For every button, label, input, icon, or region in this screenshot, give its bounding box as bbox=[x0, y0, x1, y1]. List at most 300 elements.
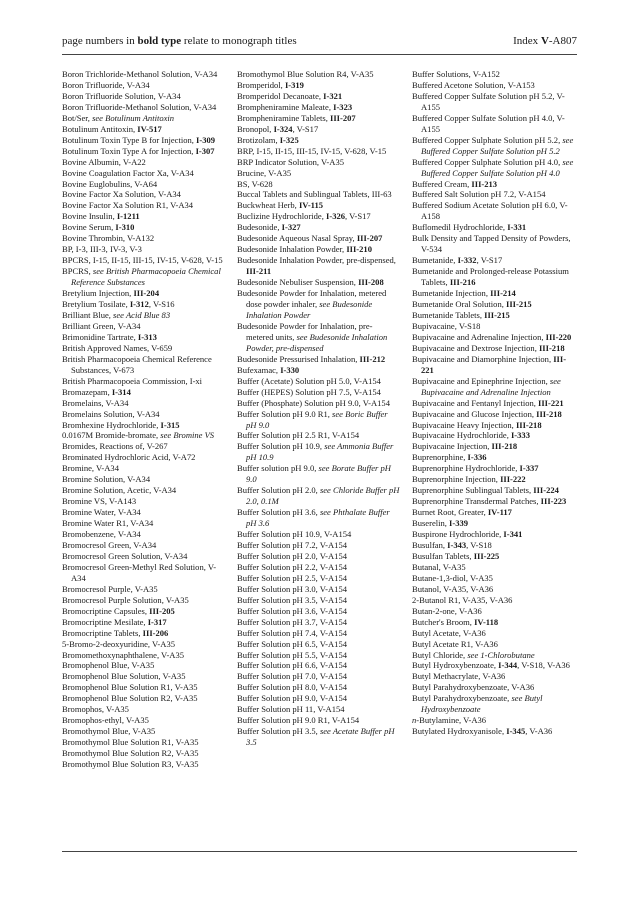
index-entry bbox=[62, 409, 225, 420]
index-entry bbox=[412, 617, 575, 628]
index-entry bbox=[62, 80, 225, 91]
entry-text: Bromothymol Blue, V-A35 bbox=[62, 726, 156, 737]
entry-text: Bromomethoxynaphthalene, V-A35 bbox=[62, 649, 185, 660]
index-entry bbox=[62, 551, 225, 562]
entry-monograph-ref: III-220 bbox=[545, 331, 572, 342]
entry-text: , V-A36 bbox=[525, 726, 553, 737]
entry-monograph-ref: IV-517 bbox=[137, 123, 162, 134]
entry-text: BS, V-628 bbox=[237, 178, 273, 189]
entry-monograph-ref: I-314 bbox=[111, 386, 131, 397]
entry-text: Buprenorphine Sublingual Tablets, bbox=[412, 485, 534, 496]
entry-text: Budesonide Inhalation Powder, bbox=[237, 244, 347, 255]
entry-text: Buffer Solution pH 3.6, bbox=[237, 507, 320, 518]
index-entry bbox=[62, 266, 225, 288]
entry-monograph-ref: I-324 bbox=[273, 123, 293, 134]
entry-text: Buffer Solution pH 3.5, bbox=[237, 726, 320, 737]
index-entry bbox=[412, 660, 575, 671]
entry-monograph-ref: III-218 bbox=[536, 408, 562, 419]
index-entry bbox=[237, 222, 400, 233]
header-volume: V bbox=[540, 35, 549, 47]
entry-text: Bromothymol Blue Solution R2, V-A35 bbox=[62, 748, 199, 759]
entry-text: Buprenorphine Transdermal Patches, bbox=[412, 496, 541, 507]
entry-text: Bretylium Tosilate, bbox=[62, 299, 130, 310]
entry-text: Bromine Water, V-A34 bbox=[62, 507, 141, 518]
index-entry bbox=[237, 485, 400, 507]
entry-monograph-ref: III-207 bbox=[330, 112, 356, 123]
entry-text: Buffer Solution pH 10.9, V-A154 bbox=[237, 529, 352, 540]
entry-monograph-ref: III-221 bbox=[538, 397, 564, 408]
index-entry bbox=[62, 102, 225, 113]
entry-text: Boron Trifluoride Solution, V-A34 bbox=[62, 90, 181, 101]
entry-text: Bovine Thrombin, V-A132 bbox=[62, 233, 155, 244]
index-entry bbox=[237, 365, 400, 376]
entry-text: Bovine Factor Xa Solution R1, V-A34 bbox=[62, 200, 194, 211]
index-entry bbox=[237, 244, 400, 255]
index-entry bbox=[412, 485, 575, 496]
entry-text: Buffered Copper Sulfate Solution pH 5.2, V-A155 bbox=[412, 90, 565, 112]
entry-text: Buffer Solution pH 3.5, V-A154 bbox=[237, 594, 348, 605]
entry-text: Buffer Solutions, V-A152 bbox=[412, 69, 500, 79]
entry-cross-ref: see Bromine VS bbox=[160, 430, 215, 441]
entry-cross-ref: see Bupivacaine and Adrenaline Injection bbox=[421, 375, 561, 397]
entry-monograph-ref: III-218 bbox=[491, 441, 518, 452]
index-entry bbox=[412, 441, 575, 452]
index-entry bbox=[62, 135, 225, 146]
entry-text: Botulinum Toxin Type A for Injection, bbox=[62, 145, 196, 156]
index-entry bbox=[412, 507, 575, 518]
entry-monograph-ref: I-315 bbox=[160, 419, 180, 430]
index-entry bbox=[412, 573, 575, 584]
entry-text: Bulk Density and Tapped Density of Powders, V-534 bbox=[412, 233, 571, 255]
entry-text: Buffer Solution pH 10.9, bbox=[237, 441, 325, 452]
entry-monograph-ref: I-312 bbox=[129, 299, 149, 310]
entry-text: Bromophos-ethyl, V-A35 bbox=[62, 715, 149, 726]
entry-text: Buffer Solution pH 9.0 R1, V-A154 bbox=[237, 715, 360, 726]
entry-text: Bromperidol Decanoate, bbox=[237, 90, 324, 101]
index-entry bbox=[62, 693, 225, 704]
index-entry bbox=[412, 430, 575, 441]
entry-text: Buffer Solution pH 3.0, V-A154 bbox=[237, 583, 348, 594]
entry-monograph-ref: I-326 bbox=[326, 211, 346, 222]
index-entry bbox=[237, 354, 400, 365]
entry-text: Bumetanide Tablets, bbox=[412, 309, 485, 320]
entry-text: Butyl Hydroxybenzoate, bbox=[412, 660, 499, 671]
index-entry bbox=[62, 189, 225, 200]
entry-text: BRP Indicator Solution, V-A35 bbox=[237, 156, 345, 167]
entry-monograph-ref: III-218 bbox=[515, 419, 542, 430]
entry-text: , V-S17 bbox=[345, 211, 371, 222]
entry-text: Bupivacaine and Glucose Injection, bbox=[412, 408, 537, 419]
entry-text: Butanal, V-A35 bbox=[412, 561, 466, 572]
index-entry bbox=[62, 441, 225, 452]
entry-text: 5-Bromo-2-deoxyuridine, V-A35 bbox=[62, 638, 175, 649]
entry-text: Brucine, V-A35 bbox=[237, 167, 292, 178]
entry-text: Bumetanide Oral Solution, bbox=[412, 299, 507, 310]
entry-text: Bromophenol Blue Solution R1, V-A35 bbox=[62, 682, 198, 693]
index-entry bbox=[62, 157, 225, 168]
entry-text: Buprenorphine Injection, bbox=[412, 474, 501, 485]
entry-text: Bupivacaine and Adrenaline Injection, bbox=[412, 331, 546, 342]
index-entry bbox=[62, 146, 225, 157]
index-entry bbox=[412, 376, 575, 398]
entry-text: Bromides, Reactions of, V-267 bbox=[62, 441, 168, 452]
entry-text: Butyl Acetate, V-A36 bbox=[412, 627, 486, 638]
header-page-number: -A807 bbox=[548, 35, 577, 47]
index-entry bbox=[412, 179, 575, 190]
entry-monograph-ref: I-307 bbox=[195, 145, 215, 156]
entry-text: Bromhexine Hydrochloride, bbox=[62, 419, 161, 430]
entry-text: Busulfan, bbox=[412, 539, 448, 550]
index-entry bbox=[62, 376, 225, 387]
entry-text: Busulfan Tablets, bbox=[412, 550, 474, 561]
entry-text: Butyl Parahydroxybenzoate, bbox=[412, 693, 512, 704]
index-entry bbox=[412, 606, 575, 617]
entry-text: Brimonidine Tartrate, bbox=[62, 331, 138, 342]
entry-text: Bromperidol, bbox=[237, 79, 285, 90]
entry-monograph-ref: III-221 bbox=[421, 353, 567, 375]
entry-text: Buffer Solution pH 2.0, V-A154 bbox=[237, 550, 348, 561]
entry-monograph-ref: III-210 bbox=[346, 244, 372, 255]
index-entry bbox=[237, 693, 400, 704]
entry-text: Botulinum Toxin Type B for Injection, bbox=[62, 134, 197, 145]
index-entry bbox=[412, 693, 575, 715]
index-entry bbox=[412, 628, 575, 639]
index-entry bbox=[237, 288, 400, 321]
entry-text: Buffer Solution pH 9.0, V-A154 bbox=[237, 693, 348, 704]
index-entry bbox=[412, 584, 575, 595]
entry-text: Butylated Hydroxyanisole, bbox=[412, 726, 507, 737]
entry-text: Buserelin, bbox=[412, 518, 450, 529]
entry-cross-ref: see British Pharmacopoeia Chemical Reference Substances bbox=[71, 266, 221, 288]
index-entry bbox=[237, 715, 400, 726]
entry-text: Budesonide Powder for Inhalation, metered dose powder inhaler, bbox=[237, 288, 387, 310]
entry-monograph-ref: I-337 bbox=[519, 463, 539, 474]
index-entry bbox=[62, 299, 225, 310]
index-entry bbox=[412, 726, 575, 737]
index-column-3 bbox=[412, 69, 575, 737]
entry-text: Brompheniramine Tablets, bbox=[237, 112, 331, 123]
entry-monograph-ref: I-332 bbox=[457, 255, 477, 266]
entry-monograph-ref: I-319 bbox=[284, 79, 304, 90]
entry-text: Buffered Copper Sulphate Solution pH 5.2, bbox=[412, 134, 563, 145]
index-entry bbox=[62, 69, 225, 80]
entry-cross-ref: see Chloride Buffer pH 2.0, 0.1M bbox=[246, 485, 400, 507]
index-entry bbox=[412, 233, 575, 255]
entry-text: Butyl Parahydroxybenzoate, V-A36 bbox=[412, 682, 535, 693]
index-entry bbox=[62, 704, 225, 715]
entry-text: Bromothymol Blue Solution R4, V-A35 bbox=[237, 69, 374, 79]
entry-text: Bromocriptine Capsules, bbox=[62, 605, 150, 616]
index-entry bbox=[237, 573, 400, 584]
index-entry bbox=[62, 748, 225, 759]
entry-cross-ref: see Budesonide Inhalation Powder, pre-dispensed bbox=[246, 331, 388, 353]
entry-text: Bovine Coagulation Factor Xa, V-A34 bbox=[62, 167, 194, 178]
entry-cross-ref: see 1-Chlorobutane bbox=[467, 649, 535, 660]
entry-text: Bromocresol Green-Methyl Red Solution, V-A34 bbox=[62, 561, 217, 583]
entry-cross-ref: see Phthalate Buffer pH 3.6 bbox=[246, 507, 390, 529]
entry-text: Buffer Solution pH 3.7, V-A154 bbox=[237, 616, 348, 627]
entry-monograph-ref: I-341 bbox=[503, 529, 523, 540]
index-entry bbox=[62, 529, 225, 540]
index-entry bbox=[412, 639, 575, 650]
index-entry bbox=[237, 551, 400, 562]
entry-text: Bromocresol Purple Solution, V-A35 bbox=[62, 594, 189, 605]
index-entry bbox=[62, 310, 225, 321]
index-entry bbox=[412, 135, 575, 157]
index-entry bbox=[62, 124, 225, 135]
index-entry bbox=[237, 387, 400, 398]
entry-text: Bromelains Solution, V-A34 bbox=[62, 408, 160, 419]
entry-monograph-ref: III-218 bbox=[538, 342, 565, 353]
entry-text: Boron Trifluoride-Methanol Solution, V-A34 bbox=[62, 101, 217, 112]
index-entry bbox=[62, 354, 225, 376]
index-entry bbox=[237, 660, 400, 671]
index-entry bbox=[237, 255, 400, 277]
entry-text: Buffer solution pH 9.0, bbox=[237, 463, 319, 474]
entry-text: Buffer Solution pH 8.0, V-A154 bbox=[237, 682, 348, 693]
entry-text: Bromazepam, bbox=[62, 386, 112, 397]
entry-monograph-ref: I-327 bbox=[281, 222, 301, 233]
entry-text: Budesonide, bbox=[237, 222, 282, 233]
entry-monograph-ref: III-204 bbox=[133, 288, 160, 299]
index-entry bbox=[412, 496, 575, 507]
index-entry bbox=[412, 551, 575, 562]
entry-monograph-ref: IV-118 bbox=[474, 616, 499, 627]
index-entry bbox=[62, 650, 225, 661]
entry-text: Bupivacaine, V-S18 bbox=[412, 320, 481, 331]
entry-cross-ref: see Botulinum Antitoxin bbox=[92, 112, 175, 123]
entry-monograph-ref: III-212 bbox=[359, 353, 386, 364]
entry-cross-ref: see Acetate Buffer pH 3.5 bbox=[246, 726, 395, 748]
entry-text: , V-S18 bbox=[466, 539, 492, 550]
entry-text: Buckwheat Herb, bbox=[237, 200, 299, 211]
entry-text: Bromine, V-A34 bbox=[62, 463, 119, 474]
entry-text: Bovine Serum, bbox=[62, 222, 116, 233]
index-entry bbox=[237, 584, 400, 595]
index-entry bbox=[412, 540, 575, 551]
entry-cross-ref: see Budesonide Inhalation Powder bbox=[246, 299, 373, 320]
entry-text: Buffered Acetone Solution, V-A153 bbox=[412, 79, 535, 90]
entry-monograph-ref: III-211 bbox=[246, 266, 272, 277]
entry-monograph-ref: III-216 bbox=[449, 277, 476, 288]
index-entry bbox=[237, 726, 400, 748]
index-entry bbox=[412, 529, 575, 540]
index-entry bbox=[62, 168, 225, 179]
entry-text: Bromine Solution, V-A34 bbox=[62, 474, 151, 485]
header-note-post: relate to monograph titles bbox=[181, 35, 297, 47]
entry-text: Bupivacaine and Fentanyl Injection, bbox=[412, 397, 539, 408]
index-entry bbox=[62, 398, 225, 409]
index-entry bbox=[237, 639, 400, 650]
entry-text: Budesonide Inhalation Powder, pre-dispensed, bbox=[237, 255, 396, 266]
entry-text: -Butylamine, V-A36 bbox=[416, 715, 487, 726]
entry-text: Budesonide Aqueous Nasal Spray, bbox=[237, 233, 357, 244]
entry-text: Buffered Cream, bbox=[412, 178, 472, 189]
entry-monograph-ref: III-222 bbox=[500, 474, 526, 485]
index-entry bbox=[62, 540, 225, 551]
index-entry bbox=[237, 80, 400, 91]
index-entry bbox=[62, 255, 225, 266]
footer-rule bbox=[62, 851, 577, 852]
index-entry bbox=[62, 737, 225, 748]
entry-text: British Approved Names, V-659 bbox=[62, 342, 173, 353]
index-entry bbox=[237, 617, 400, 628]
entry-text: Budesonide Nebuliser Suspension, bbox=[237, 277, 359, 288]
index-entry bbox=[237, 562, 400, 573]
entry-text: Buffer Solution pH 2.5, V-A154 bbox=[237, 572, 348, 583]
index-entry bbox=[412, 595, 575, 606]
entry-text: Boron Trifluoride, V-A34 bbox=[62, 79, 150, 90]
entry-text: Buffer Solution pH 7.4, V-A154 bbox=[237, 627, 348, 638]
entry-cross-ref: see Borate Buffer pH 9.0 bbox=[246, 463, 391, 485]
entry-text: Budesonide Powder for Inhalation, pre-metered units, bbox=[237, 320, 373, 342]
entry-text: Buffer Solution pH 11, V-A154 bbox=[237, 704, 345, 715]
entry-text: Bumetanide Injection, bbox=[412, 288, 491, 299]
index-entry bbox=[412, 266, 575, 288]
entry-text: Buflomedil Hydrochloride, bbox=[412, 222, 508, 233]
entry-monograph-ref: III-213 bbox=[471, 178, 498, 189]
entry-monograph-ref: I-309 bbox=[196, 134, 216, 145]
index-entry bbox=[412, 91, 575, 113]
entry-text: Bovine Factor Xa Solution, V-A34 bbox=[62, 189, 181, 200]
entry-text: Bromine Solution, Acetic, V-A34 bbox=[62, 485, 177, 496]
entry-monograph-ref: I-336 bbox=[467, 452, 487, 463]
index-entry bbox=[412, 343, 575, 354]
entry-text: Buffered Copper Sulphate Solution pH 4.0, bbox=[412, 156, 563, 167]
index-entry bbox=[237, 430, 400, 441]
header-note bbox=[62, 33, 297, 49]
entry-text: Bot/Ser, bbox=[62, 112, 93, 123]
entry-text: British Pharmacopoeia Commission, I-xi bbox=[62, 375, 203, 386]
entry-text: Buffer Solution pH 9.0 R1, bbox=[237, 408, 333, 419]
index-entry bbox=[62, 233, 225, 244]
index-entry bbox=[62, 518, 225, 529]
index-entry bbox=[412, 715, 575, 726]
index-entry bbox=[237, 189, 400, 200]
index-entry bbox=[412, 113, 575, 135]
entry-text: Buffered Copper Sulfate Solution pH 4.0, V-A155 bbox=[412, 112, 565, 134]
index-column-2 bbox=[237, 69, 400, 748]
entry-text: Burnet Root, Greater, bbox=[412, 507, 488, 518]
entry-monograph-ref: I-321 bbox=[323, 90, 343, 101]
entry-text: Bromine VS, V-A143 bbox=[62, 496, 137, 507]
entry-monograph-ref: I-325 bbox=[279, 134, 299, 145]
entry-text: Bupivacaine Heavy Injection, bbox=[412, 419, 516, 430]
index-entry bbox=[62, 682, 225, 693]
index-entry bbox=[412, 310, 575, 321]
index-entry bbox=[237, 376, 400, 387]
index-entry bbox=[237, 113, 400, 124]
entry-text: Bretylium Injection, bbox=[62, 288, 134, 299]
index-entry bbox=[237, 606, 400, 617]
index-entry bbox=[62, 496, 225, 507]
entry-text: Bromophenol Blue Solution R2, V-A35 bbox=[62, 693, 198, 704]
entry-text: Butcher's Broom, bbox=[412, 616, 475, 627]
index-entry bbox=[237, 211, 400, 222]
index-entry bbox=[412, 398, 575, 409]
entry-text: Bromophenol Blue Solution, V-A35 bbox=[62, 671, 186, 682]
index-entry bbox=[237, 179, 400, 190]
index-entry bbox=[62, 639, 225, 650]
entry-text: Butanol, V-A35, V-A36 bbox=[412, 583, 494, 594]
index-entry bbox=[237, 157, 400, 168]
entry-monograph-ref: I-317 bbox=[147, 616, 167, 627]
entry-monograph-ref: III-223 bbox=[540, 496, 567, 507]
entry-monograph-ref: I-1211 bbox=[116, 211, 140, 222]
entry-cross-ref: see Ammonia Buffer pH 10.9 bbox=[246, 441, 394, 463]
entry-text: Bufexamac, bbox=[237, 364, 281, 375]
entry-text: Buffer Solution pH 6.5, V-A154 bbox=[237, 638, 348, 649]
index-entry bbox=[62, 463, 225, 474]
index-entry bbox=[412, 562, 575, 573]
index-entry bbox=[237, 540, 400, 551]
entry-text: Budesonide Pressurised Inhalation, bbox=[237, 353, 360, 364]
entry-text: Bupivacaine and Diamorphine Injection, bbox=[412, 353, 554, 364]
index-entry bbox=[237, 595, 400, 606]
entry-text: Buffer Solution pH 2.0, bbox=[237, 485, 320, 496]
index-entry bbox=[62, 485, 225, 496]
index-entry bbox=[412, 321, 575, 332]
entry-monograph-ref: III-208 bbox=[358, 277, 384, 288]
entry-text: Buffer Solution pH 3.6, V-A154 bbox=[237, 605, 348, 616]
entry-text: Bupivacaine and Epinephrine Injection, bbox=[412, 375, 550, 386]
index-entry bbox=[62, 628, 225, 639]
index-entry bbox=[62, 452, 225, 463]
index-entry bbox=[237, 135, 400, 146]
index-entry bbox=[412, 463, 575, 474]
running-header bbox=[62, 33, 577, 49]
entry-text: Buffer Solution pH 2.2, V-A154 bbox=[237, 561, 348, 572]
entry-text: , V-S17 bbox=[292, 123, 319, 134]
entry-text: Butyl Acetate R1, V-A36 bbox=[412, 638, 498, 649]
entry-text: Bromothymol Blue Solution R1, V-A35 bbox=[62, 737, 199, 748]
entry-text: , V-S18, V-A36 bbox=[517, 660, 570, 671]
header-note-bold: bold type bbox=[137, 35, 182, 47]
entry-monograph-ref: IV-117 bbox=[487, 507, 512, 518]
entry-text: Bovine Euglobulins, V-A64 bbox=[62, 178, 158, 189]
index-entry bbox=[62, 113, 225, 124]
header-note-pre: page numbers in bbox=[62, 35, 138, 47]
index-entry bbox=[62, 343, 225, 354]
entry-text: BPCRS, I-15, II-15, III-15, IV-15, V-628, V-15 bbox=[62, 255, 223, 266]
index-entry bbox=[412, 420, 575, 431]
index-entry bbox=[412, 80, 575, 91]
index-entry bbox=[237, 146, 400, 157]
index-entry bbox=[62, 222, 225, 233]
index-entry bbox=[237, 321, 400, 354]
entry-text: Buffer (Phosphate) Solution pH 9.0, V-A154 bbox=[237, 397, 390, 408]
entry-text: Buffer (Acetate) Solution pH 5.0, V-A154 bbox=[237, 375, 381, 386]
entry-text: Bromocresol Green, V-A34 bbox=[62, 539, 157, 550]
entry-cross-ref: see Acid Blue 83 bbox=[113, 309, 171, 320]
entry-monograph-ref: I-310 bbox=[115, 222, 135, 233]
entry-text: Brompheniramine Maleate, bbox=[237, 101, 334, 112]
index-entry bbox=[237, 102, 400, 113]
index-entry bbox=[412, 189, 575, 200]
index-entry bbox=[237, 441, 400, 463]
entry-text: Bumetanide, bbox=[412, 255, 458, 266]
entry-monograph-ref: III-225 bbox=[473, 550, 500, 561]
header-rule bbox=[62, 54, 577, 55]
entry-text: Butan-2-one, V-A36 bbox=[412, 605, 482, 616]
index-entry bbox=[412, 452, 575, 463]
entry-monograph-ref: III-205 bbox=[149, 605, 175, 616]
entry-monograph-ref: I-333 bbox=[510, 430, 530, 441]
index-entry bbox=[412, 288, 575, 299]
index-entry bbox=[237, 69, 400, 80]
index-entry bbox=[62, 387, 225, 398]
index-entry bbox=[62, 606, 225, 617]
